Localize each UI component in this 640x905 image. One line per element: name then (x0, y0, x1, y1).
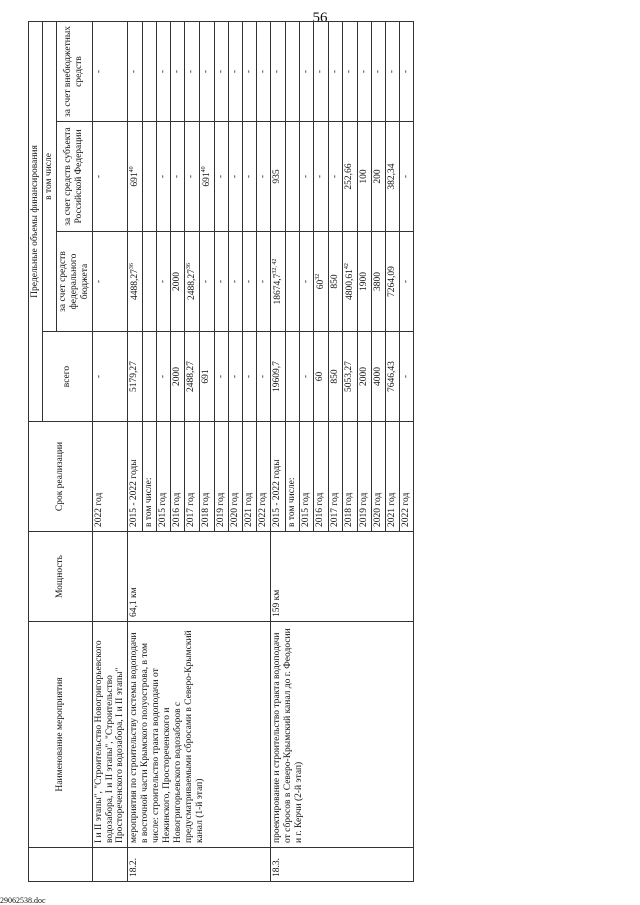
financing-table (28, 21, 414, 882)
regional-cell (300, 122, 314, 232)
table-row (92, 21, 128, 881)
extrabudget-cell (385, 21, 399, 121)
extrabudget-cell-value: - (372, 69, 383, 74)
federal-cell-value: - (93, 279, 104, 284)
extrabudget-cell-value: - (400, 69, 411, 74)
federal-cell-value: - (400, 279, 411, 284)
header-extrabudget: за счет внебюджетных средств (56, 21, 92, 121)
extrabudget-cell-value: - (359, 69, 370, 74)
header-federal: за счет средств федерального бюджета (56, 232, 92, 332)
period-cell (342, 422, 357, 532)
extrabudget-cell (271, 21, 286, 121)
table-body (92, 21, 413, 881)
period-cell (171, 422, 185, 532)
total-cell-value: 5179,27 (129, 361, 140, 392)
total-cell-value: - (244, 374, 255, 379)
period-cell-value: в том числе: (287, 477, 298, 527)
federal-cell (371, 232, 385, 332)
total-cell (171, 332, 185, 422)
period-cell-value: 2015 год (158, 492, 169, 527)
regional-cell (329, 122, 343, 232)
period-cell (399, 422, 413, 532)
capacity: 159 км (271, 532, 414, 622)
regional-cell-value: - (186, 174, 197, 179)
regional-cell-value: 100 (359, 169, 370, 184)
period-cell-value: 2021 год (386, 492, 397, 527)
regional-cell-value: 252,66 (343, 163, 354, 190)
total-cell (300, 332, 314, 422)
period-cell-value: 2019 год (359, 492, 370, 527)
total-cell-value: 2488,27 (186, 361, 197, 392)
period-cell (215, 422, 229, 532)
regional-cell (215, 122, 229, 232)
total-cell (143, 332, 157, 422)
extrabudget-cell (358, 21, 372, 121)
period-cell (157, 422, 171, 532)
total-cell (92, 332, 128, 422)
extrabudget-cell (329, 21, 343, 121)
federal-cell-value: 2000 (172, 272, 183, 291)
extrabudget-cell (371, 21, 385, 121)
extrabudget-cell (185, 21, 200, 121)
federal-cell-value: 7264,09 (386, 266, 397, 297)
extrabudget-cell-value: - (301, 69, 312, 74)
activity-name: проектирование и строительство тракта водоподачи от сбросов в Северо-Крымский канал до г. Феодосии и г. Керчи (2-й этап) (271, 622, 414, 848)
extrabudget-cell-value: - (386, 69, 397, 74)
extrabudget-cell-value: - (93, 69, 104, 74)
period-cell (92, 422, 128, 532)
federal-cell (200, 232, 215, 332)
extrabudget-cell (257, 21, 271, 121)
federal-cell-value: - (158, 279, 169, 284)
total-cell (342, 332, 357, 422)
federal-cell-value: - (201, 279, 212, 284)
total-cell (200, 332, 215, 422)
period-cell (229, 422, 243, 532)
extrabudget-cell-value: - (330, 69, 341, 74)
regional-cell-value: - (172, 174, 183, 179)
period-cell-value: 2019 год (216, 492, 227, 527)
federal-cell (171, 232, 185, 332)
extrabudget-cell-value: - (216, 69, 227, 74)
row-number (92, 848, 128, 882)
regional-cell-value: - (400, 174, 411, 179)
federal-cell (286, 232, 300, 332)
period-cell-value: 2015 - 2022 годы (129, 459, 140, 527)
federal-cell (243, 232, 257, 332)
regional-cell-value: - (314, 174, 325, 179)
total-cell-value: - (158, 374, 169, 379)
extrabudget-cell (286, 21, 300, 121)
federal-cell-footnote: 36 (129, 263, 136, 270)
extrabudget-cell-value: - (230, 69, 241, 74)
total-cell-value: 4000 (372, 367, 383, 386)
regional-cell (128, 122, 143, 232)
period-cell (257, 422, 271, 532)
regional-cell (271, 122, 286, 232)
period-cell (185, 422, 200, 532)
regional-cell (185, 122, 200, 232)
federal-cell-value: 1900 (359, 272, 370, 291)
regional-cell-value: 200 (372, 169, 383, 184)
period-cell (385, 422, 399, 532)
period-cell (128, 422, 143, 532)
row-number: 18.3. (271, 848, 414, 882)
regional-cell (399, 122, 413, 232)
row-number: 18.2. (128, 848, 271, 882)
federal-cell-value: 2488,27 (187, 269, 198, 300)
regional-cell (143, 122, 157, 232)
extrabudget-cell-value: - (172, 69, 183, 74)
header-capacity: Мощность (29, 532, 93, 622)
regional-cell (286, 122, 300, 232)
total-cell-value: 19609,7 (272, 361, 283, 392)
header-name: Наименование мероприятия (29, 622, 93, 848)
table-row (128, 21, 143, 881)
federal-cell-value: 18674,7 (273, 273, 284, 305)
total-cell (358, 332, 372, 422)
period-cell-value: 2022 год (258, 492, 269, 527)
federal-cell-footnote: 36 (186, 263, 193, 270)
period-cell (286, 422, 300, 532)
footer-code: 29062538.doc (0, 896, 46, 905)
period-cell (329, 422, 343, 532)
federal-cell (385, 232, 399, 332)
federal-cell (157, 232, 171, 332)
extrabudget-cell-value: - (258, 69, 269, 74)
total-cell (215, 332, 229, 422)
total-cell (271, 332, 286, 422)
period-cell (200, 422, 215, 532)
period-cell-value: 2015 год (301, 492, 312, 527)
federal-cell (271, 232, 286, 332)
period-cell (300, 422, 314, 532)
total-cell (313, 332, 328, 422)
federal-cell (257, 232, 271, 332)
total-cell-value: - (258, 374, 269, 379)
regional-cell (200, 122, 215, 232)
regional-cell-value: - (216, 174, 227, 179)
federal-cell (313, 232, 328, 332)
extrabudget-cell-value: - (158, 69, 169, 74)
period-cell (358, 422, 372, 532)
federal-cell-value: 60 (316, 279, 327, 290)
federal-cell-footnote: 32, 42 (272, 258, 279, 274)
table-row (271, 21, 286, 881)
period-cell-value: 2020 год (230, 492, 241, 527)
federal-cell-value: 3800 (372, 272, 383, 291)
federal-cell-value: - (244, 279, 255, 284)
extrabudget-cell (229, 21, 243, 121)
regional-cell-value: - (330, 174, 341, 179)
total-cell (128, 332, 143, 422)
total-cell-value: 7646,43 (386, 361, 397, 392)
period-cell-value: 2018 год (201, 492, 212, 527)
extrabudget-cell (143, 21, 157, 121)
extrabudget-cell (399, 21, 413, 121)
total-cell-value: 60 (314, 371, 325, 382)
regional-cell (358, 122, 372, 232)
period-cell (243, 422, 257, 532)
period-cell-value: в том числе: (144, 477, 155, 527)
total-cell (399, 332, 413, 422)
federal-cell (215, 232, 229, 332)
period-cell-value: 2022 год (400, 492, 411, 527)
activity-name: мероприятия по строительству системы водоподачи в восточной части Крымского полуострова, в том числе: строительство тракта водоподачи от Нежинского, Простореченского и Новогригорьевского водозаборов с предусматриваемыми сбросами в Северо-Крымский канал (1-й этап) (128, 622, 271, 848)
regional-cell-footnote: 40 (129, 166, 136, 173)
capacity (92, 532, 128, 622)
extrabudget-cell (342, 21, 357, 121)
total-cell (385, 332, 399, 422)
total-cell-value: 2000 (359, 367, 370, 386)
total-cell (229, 332, 243, 422)
extrabudget-cell (300, 21, 314, 121)
header-regional: за счет средств субъекта Российской Федерации (56, 122, 92, 232)
period-cell-value: 2020 год (372, 492, 383, 527)
regional-cell-value: - (258, 174, 269, 179)
extrabudget-cell-value: - (129, 69, 140, 74)
regional-cell (257, 122, 271, 232)
page-number: 56 (312, 10, 328, 26)
federal-cell-value: - (258, 279, 269, 284)
period-cell (313, 422, 328, 532)
regional-cell (171, 122, 185, 232)
period-cell (143, 422, 157, 532)
federal-cell-footnote: 42 (343, 263, 350, 270)
extrabudget-cell-value: - (272, 69, 283, 74)
total-cell (243, 332, 257, 422)
period-cell-value: 2015 - 2022 годы (272, 459, 283, 527)
period-cell-value: 2017 год (186, 492, 197, 527)
period-cell-value: 2022 год (93, 492, 104, 527)
extrabudget-cell-value: - (343, 69, 354, 74)
period-cell-value: 2021 год (244, 492, 255, 527)
federal-cell (300, 232, 314, 332)
regional-cell (229, 122, 243, 232)
total-cell-value: - (301, 374, 312, 379)
federal-cell (92, 232, 128, 332)
federal-cell (185, 232, 200, 332)
total-cell-value: - (216, 374, 227, 379)
period-cell-value: 2016 год (172, 492, 183, 527)
regional-cell-value: - (301, 174, 312, 179)
extrabudget-cell (243, 21, 257, 121)
extrabudget-cell (171, 21, 185, 121)
federal-cell (342, 232, 357, 332)
federal-cell (358, 232, 372, 332)
extrabudget-cell-value: - (244, 69, 255, 74)
regional-cell (92, 122, 128, 232)
extrabudget-cell (313, 21, 328, 121)
federal-cell-value: - (216, 279, 227, 284)
period-cell-value: 2017 год (330, 492, 341, 527)
extrabudget-cell (128, 21, 143, 121)
federal-cell-value: 4800,61 (345, 269, 356, 300)
total-cell (257, 332, 271, 422)
regional-cell-value: - (93, 174, 104, 179)
total-cell (329, 332, 343, 422)
regional-cell-value: 691 (130, 172, 141, 187)
total-cell (157, 332, 171, 422)
extrabudget-cell (157, 21, 171, 121)
extrabudget-cell-value: - (201, 69, 212, 74)
header-num (29, 848, 93, 882)
total-cell-value: 691 (201, 369, 212, 384)
regional-cell (385, 122, 399, 232)
federal-cell (329, 232, 343, 332)
total-cell-value: 5053,27 (343, 361, 354, 392)
total-cell (371, 332, 385, 422)
extrabudget-cell-value: - (314, 69, 325, 74)
regional-cell-value: 935 (272, 169, 283, 184)
total-cell-value: 850 (330, 369, 341, 384)
regional-cell-value: 382,34 (386, 163, 397, 190)
regional-cell-value: - (230, 174, 241, 179)
extrabudget-cell (92, 21, 128, 121)
regional-cell (342, 122, 357, 232)
regional-cell-footnote: 40 (201, 166, 208, 173)
total-cell (185, 332, 200, 422)
federal-cell (143, 232, 157, 332)
header-total: всего (42, 332, 92, 422)
regional-cell-value: - (244, 174, 255, 179)
regional-cell (243, 122, 257, 232)
regional-cell (157, 122, 171, 232)
regional-cell-value: 691 (202, 172, 213, 187)
regional-cell (313, 122, 328, 232)
total-cell-value: - (400, 374, 411, 379)
period-cell (371, 422, 385, 532)
federal-cell-footnote: 32 (314, 273, 321, 280)
extrabudget-cell (215, 21, 229, 121)
header-limit-volumes: Предельные объемы финансирования (29, 21, 43, 421)
extrabudget-cell-value: - (186, 69, 197, 74)
total-cell-value: - (93, 374, 104, 379)
header-period: Срок реализации (29, 422, 93, 532)
total-cell (286, 332, 300, 422)
capacity: 64,1 км (128, 532, 271, 622)
federal-cell-value: - (301, 279, 312, 284)
header-including: в том числе (42, 21, 56, 331)
period-cell-value: 2018 год (343, 492, 354, 527)
total-cell-value: 2000 (172, 367, 183, 386)
total-cell-value: - (230, 374, 241, 379)
extrabudget-cell (200, 21, 215, 121)
federal-cell (229, 232, 243, 332)
federal-cell (399, 232, 413, 332)
period-cell-value: 2016 год (314, 492, 325, 527)
federal-cell (128, 232, 143, 332)
regional-cell-value: - (158, 174, 169, 179)
federal-cell-value: 4488,27 (130, 269, 141, 300)
federal-cell-value: - (230, 279, 241, 284)
regional-cell (371, 122, 385, 232)
federal-cell-value: 850 (330, 274, 341, 289)
period-cell (271, 422, 286, 532)
activity-name: I и II этапы", "Строительство Новогригорьевского водозабора, I и II этапы", "Строительство Простореченского водозабора, I и II этапы" (92, 622, 128, 848)
rotated-table-container (28, 22, 588, 882)
